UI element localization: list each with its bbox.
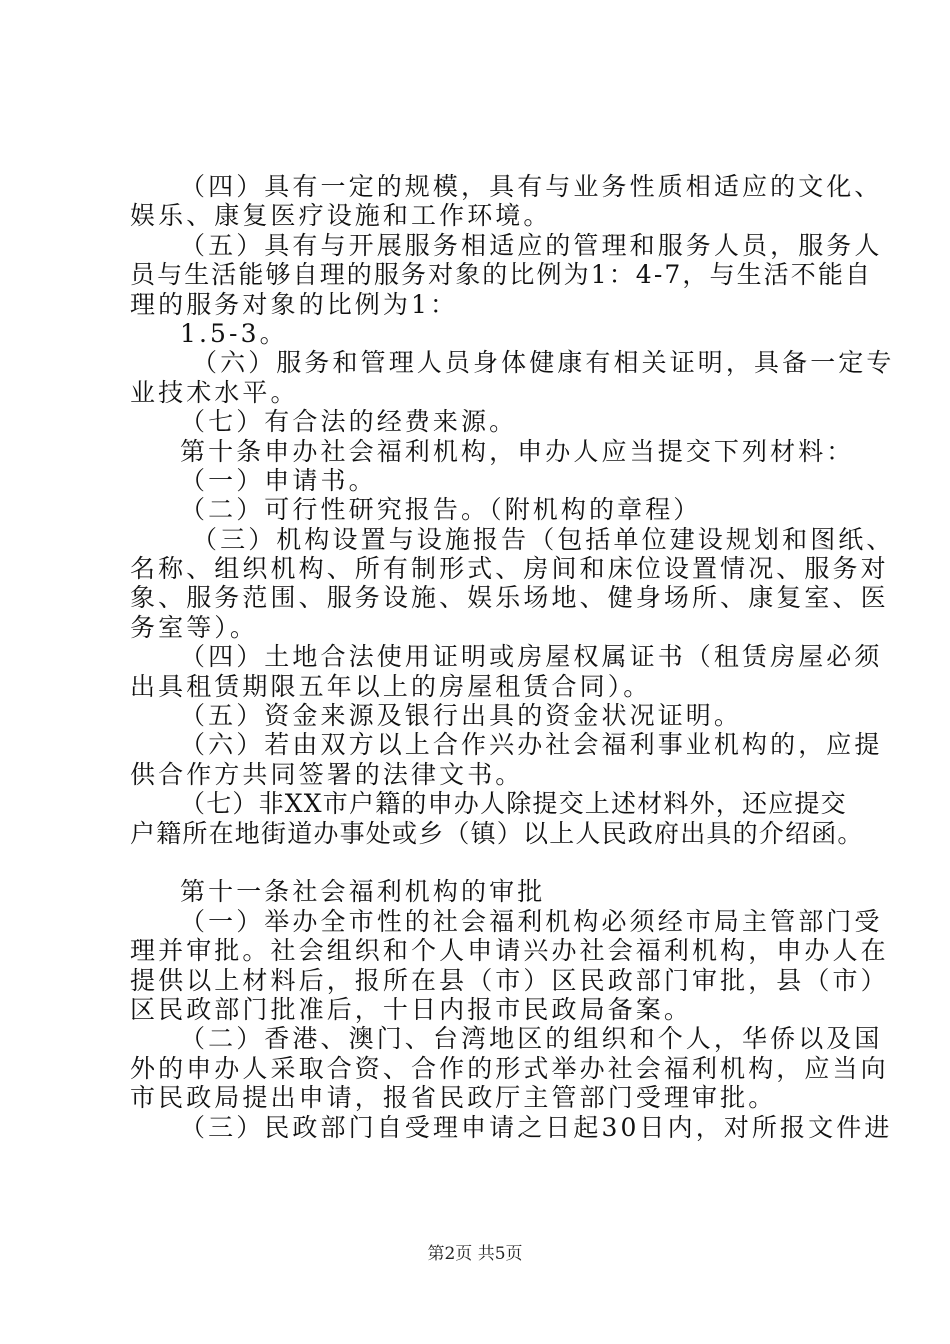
paragraph-line: 名称、组织机构、所有制形式、房间和床位设置情况、服务对 [130,554,889,584]
paragraph-line: （一）举办全市性的社会福利机构必须经市局主管部门受 [180,906,883,936]
paragraph-line: （一）申请书。 [180,465,377,495]
paragraph-line: （五）具有与开展服务相适应的管理和服务人员，服务人 [180,230,883,260]
paragraph-line: （七）有合法的经费来源。 [180,407,518,437]
paragraph-line: （四）土地合法使用证明或房屋权属证书（租赁房屋必须 [180,642,883,672]
page-footer: 第2页 共5页 [427,1244,523,1264]
paragraph-line: 出具租赁期限五年以上的房屋租赁合同）。 [130,671,652,701]
section-heading: 第十一条社会福利机构的审批 [180,877,546,907]
paragraph-line: 提供以上材料后，报所在县（市）区民政部门审批，县（市） [130,965,889,995]
paragraph-line: 理的服务对象的比例为1： [130,289,459,319]
paragraph-line: 业技术水平。 [130,377,299,407]
paragraph-line: 供合作方共同签署的法律文书。 [130,759,524,789]
paragraph-line: （三）民政部门自受理申请之日起30日内，对所报文件进 [180,1112,893,1142]
paragraph-line: （五）资金来源及银行出具的资金状况证明。 [180,701,743,731]
paragraph-line: 象、服务范围、服务设施、娱乐场地、健身场所、康复室、医 [130,583,889,613]
paragraph-line: （四）具有一定的规模，具有与业务性质相适应的文化、 [180,172,883,201]
paragraph-line: 外的申办人采取合资、合作的形式举办社会福利机构，应当向 [130,1053,889,1083]
paragraph-line: 区民政部门批准后，十日内报市民政局备案。 [130,994,693,1024]
paragraph-line: 第十条申办社会福利机构，申办人应当提交下列材料： [180,436,855,466]
paragraph-line: （七）非XX市户籍的申办人除提交上述材料外，还应提交 [180,789,847,819]
paragraph-line: （二）可行性研究报告。（附机构的章程） [180,495,702,525]
document-body [130,172,895,1142]
paragraph-line: 理并审批。社会组织和个人申请兴办社会福利机构，申办人在 [130,936,889,966]
paragraph-line: （六）若由双方以上合作兴办社会福利事业机构的，应提 [180,730,883,760]
paragraph-line: （六）服务和管理人员身体健康有相关证明，具备一定专 [192,348,895,378]
paragraph-line: （二）香港、澳门、台湾地区的组织和个人，华侨以及国 [180,1024,883,1054]
paragraph-line: 市民政局提出申请，报省民政厅主管部门受理审批。 [130,1083,777,1113]
paragraph-line: 员与生活能够自理的服务对象的比例为1：4-7，与生活不能自 [130,260,873,290]
paragraph-line: 娱乐、康复医疗设施和工作环境。 [130,201,552,231]
paragraph-line: 户籍所在地街道办事处或乡（镇）以上人民政府出具的介绍函。 [130,818,864,848]
paragraph-line: （三）机构设置与设施报告（包括单位建设规划和图纸、 [192,524,895,554]
blank-line [130,848,835,877]
paragraph-line: 务室等）。 [130,612,259,642]
paragraph-line: 1.5-3。 [180,318,288,348]
